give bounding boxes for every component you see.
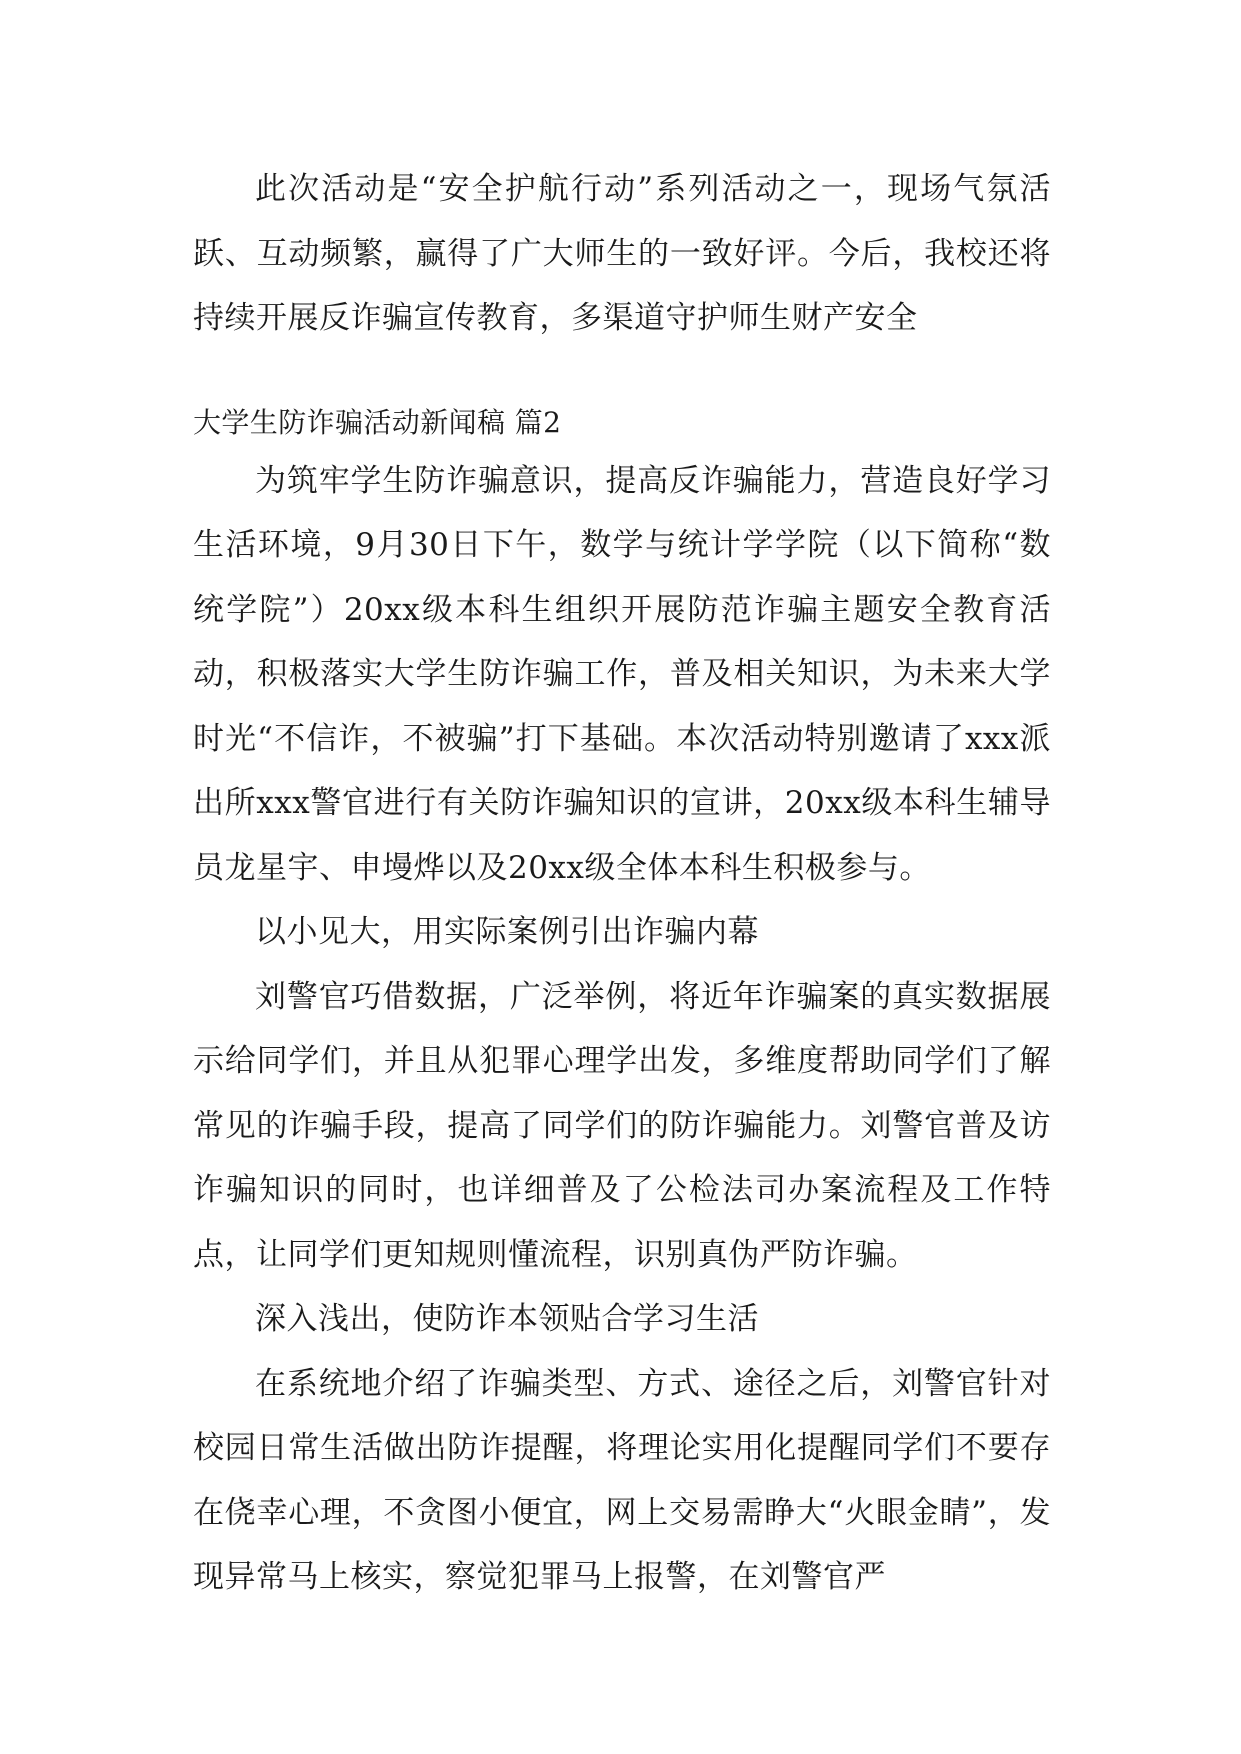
paragraph-closing-previous-article: 此次活动是“安全护航行动”系列活动之一，现场气氛活跃、互动频繁，赢得了广大师生的一致好评。今后，我校还将持续开展反诈骗宣传教育，多渠道守护师生财产安全 bbox=[193, 171, 1051, 336]
document-body bbox=[193, 157, 1051, 1610]
paragraph-intro: 为筑牢学生防诈骗意识，提高反诈骗能力，营造良好学习生活环境，9月30日下午，数学与统计学学院（以下简称“数统学院”）20xx级本科生组织开展防范诈骗主题安全教育活动，积极落实大学生防诈骗工作，普及相关知识，为未来大学时光“不信诈，不被骗”打下基础。本次活动特别邀请了xxx派出所xxx警官进行有关防诈骗知识的宣讲，20xx级本科生辅导员龙星宇、申墁烨以及20xx级全体本科生积极参与。 bbox=[193, 462, 1051, 886]
section-subheading-2: 深入浅出，使防诈本领贴合学习生活 bbox=[255, 1301, 759, 1337]
paragraph-section-1: 刘警官巧借数据，广泛举例，将近年诈骗案的真实数据展示给同学们，并且从犯罪心理学出发，多维度帮助同学们了解常见的诈骗手段，提高了同学们的防诈骗能力。刘警官普及访诈骗知识的同时，也详细普及了公检法司办案流程及工作特点，让同学们更知规则懂流程，识别真伪严防诈骗。 bbox=[193, 978, 1051, 1273]
paragraph-section-2: 在系统地介绍了诈骗类型、方式、途径之后，刘警官针对校园日常生活做出防诈提醒，将理论实用化提醒同学们不要存在侥幸心理，不贪图小便宜，网上交易需睁大“火眼金睛”，发现异常马上核实，察觉犯罪马上报警，在刘警官严 bbox=[193, 1365, 1051, 1595]
article-heading: 大学生防诈骗活动新闻稿 篇2 bbox=[193, 405, 562, 439]
section-subheading-1: 以小见大，用实际案例引出诈骗内幕 bbox=[255, 914, 759, 950]
